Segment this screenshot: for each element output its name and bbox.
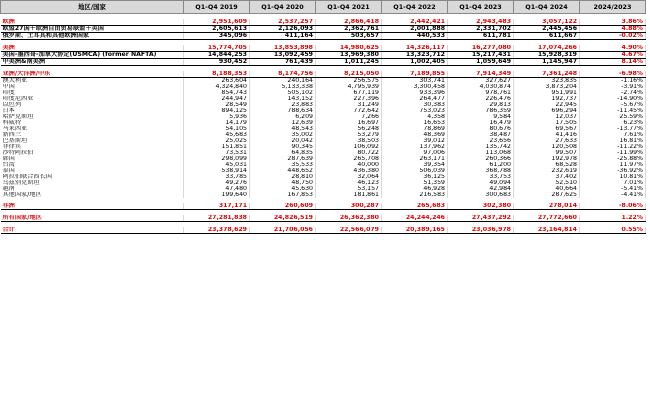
year-value: 42,984 bbox=[448, 186, 514, 192]
year-value: 15,928,319 bbox=[514, 52, 580, 59]
year-value: 23,883 bbox=[250, 102, 316, 108]
year-value: 47,480 bbox=[184, 186, 250, 192]
year-value: 80,722 bbox=[316, 150, 382, 156]
year-value: 772,642 bbox=[316, 108, 382, 114]
year-value: 256,575 bbox=[316, 78, 382, 85]
change-percent: 4.90% bbox=[580, 45, 646, 52]
year-value: 40,664 bbox=[514, 186, 580, 192]
year-value: 35,533 bbox=[250, 162, 316, 168]
year-value: 13,853,898 bbox=[250, 45, 316, 52]
change-percent: -11.99% bbox=[580, 150, 646, 156]
region-name: 美洲 bbox=[1, 45, 184, 52]
year-value: 12,037 bbox=[514, 114, 580, 120]
year-value: 53,157 bbox=[316, 186, 382, 192]
year-value: 227,396 bbox=[316, 96, 382, 102]
region-name: 中国 bbox=[1, 84, 184, 90]
year-value: 9,584 bbox=[448, 114, 514, 120]
year-value: 287,625 bbox=[514, 192, 580, 198]
year-value: 2,126,093 bbox=[250, 26, 316, 33]
year-value: 48,750 bbox=[250, 180, 316, 186]
year-value: 978,761 bbox=[448, 90, 514, 96]
year-value: 26,362,380 bbox=[316, 215, 382, 222]
year-value: 8,215,050 bbox=[316, 71, 382, 78]
year-value: 13,969,380 bbox=[316, 52, 382, 59]
change-percent: -3.91% bbox=[580, 84, 646, 90]
year-value: 24,244,246 bbox=[382, 215, 448, 222]
year-value: 23,036,978 bbox=[448, 227, 514, 234]
year-value: 23,656 bbox=[448, 138, 514, 144]
change-percent: -11.45% bbox=[580, 108, 646, 114]
header-2023: Q1-Q4 2023 bbox=[448, 1, 514, 14]
year-value: 5,133,338 bbox=[250, 84, 316, 90]
year-value: 12,639 bbox=[250, 120, 316, 126]
year-value: 2,331,702 bbox=[448, 26, 514, 33]
usmca-row bbox=[1, 52, 646, 59]
change-percent: 6.23% bbox=[580, 120, 646, 126]
year-value: 264,477 bbox=[382, 96, 448, 102]
year-value: 345,096 bbox=[184, 33, 250, 40]
year-value: 14,179 bbox=[184, 120, 250, 126]
change-percent: -11.22% bbox=[580, 144, 646, 150]
year-value: 16,277,080 bbox=[448, 45, 514, 52]
region-name: 台湾 bbox=[1, 162, 184, 168]
year-value: 2,445,456 bbox=[514, 26, 580, 33]
year-value: 6,209 bbox=[250, 114, 316, 120]
year-value: 15,217,431 bbox=[448, 52, 514, 59]
year-value: 33,785 bbox=[184, 174, 250, 180]
change-percent: -36.92% bbox=[580, 168, 646, 174]
year-value: 56,248 bbox=[316, 126, 382, 132]
year-value: 265,683 bbox=[382, 203, 448, 210]
region-name: 其他国家/地区 bbox=[1, 192, 184, 198]
year-value: 4,324,840 bbox=[184, 84, 250, 90]
year-value: 48,369 bbox=[382, 132, 448, 138]
year-value: 448,652 bbox=[250, 168, 316, 174]
year-value: 78,869 bbox=[382, 126, 448, 132]
year-value: 13,323,712 bbox=[382, 52, 448, 59]
region-name: 欧洲 bbox=[1, 19, 184, 26]
region-name: 日本 bbox=[1, 108, 184, 114]
year-value: 22,566,079 bbox=[316, 227, 382, 234]
header-region: 地区/国家 bbox=[1, 1, 184, 14]
year-value: 20,042 bbox=[250, 138, 316, 144]
year-value: 677,119 bbox=[316, 90, 382, 96]
region-name: 乌兹别克斯坦 bbox=[1, 180, 184, 186]
year-value: 40,000 bbox=[316, 162, 382, 168]
year-value: 7,266 bbox=[316, 114, 382, 120]
year-value: 1,059,649 bbox=[448, 59, 514, 66]
year-value: 278,014 bbox=[514, 203, 580, 210]
year-value: 32,064 bbox=[316, 174, 382, 180]
year-value: 933,396 bbox=[382, 90, 448, 96]
year-value: 216,583 bbox=[382, 192, 448, 198]
change-percent: 7.61% bbox=[580, 132, 646, 138]
year-value: 298,099 bbox=[184, 156, 250, 162]
year-value: 46,123 bbox=[316, 180, 382, 186]
year-value: 181,861 bbox=[316, 192, 382, 198]
year-value: 2,537,257 bbox=[250, 19, 316, 26]
year-value: 143,152 bbox=[250, 96, 316, 102]
year-value: 317,171 bbox=[184, 203, 250, 210]
change-percent: 16.81% bbox=[580, 138, 646, 144]
year-value: 17,505 bbox=[514, 120, 580, 126]
year-value: 199,640 bbox=[184, 192, 250, 198]
year-value: 14,980,625 bbox=[316, 45, 382, 52]
change-percent: 3.86% bbox=[580, 19, 646, 26]
region-name: 哈萨克斯坦 bbox=[1, 114, 184, 120]
change-percent: 10.81% bbox=[580, 174, 646, 180]
year-value: 3,057,122 bbox=[514, 19, 580, 26]
year-value: 49,276 bbox=[184, 180, 250, 186]
grand-total-row bbox=[1, 227, 646, 234]
year-value: 39,012 bbox=[382, 138, 448, 144]
year-value: 2,605,613 bbox=[184, 26, 250, 33]
year-value: 894,125 bbox=[184, 108, 250, 114]
year-value: 300,287 bbox=[316, 203, 382, 210]
year-value: 46,928 bbox=[382, 186, 448, 192]
region-name: 以色列 bbox=[1, 102, 184, 108]
year-value: 260,366 bbox=[448, 156, 514, 162]
year-value: 440,533 bbox=[382, 33, 448, 40]
year-value: 15,774,705 bbox=[184, 45, 250, 52]
year-value: 45,630 bbox=[250, 186, 316, 192]
region-name: 合计 bbox=[1, 227, 184, 234]
header-change: 2024/2023 bbox=[580, 1, 646, 14]
change-percent: 8.14% bbox=[580, 59, 646, 66]
central-south-america-row bbox=[1, 59, 646, 66]
year-value: 4,030,874 bbox=[448, 84, 514, 90]
change-percent: -0.02% bbox=[580, 33, 646, 40]
region-name: 俄罗斯、土耳其和其他欧洲国家 bbox=[1, 33, 184, 40]
header-2022: Q1-Q4 2022 bbox=[382, 1, 448, 14]
year-value: 192,737 bbox=[514, 96, 580, 102]
year-value: 761,439 bbox=[250, 59, 316, 66]
year-value: 8,188,353 bbox=[184, 71, 250, 78]
year-value: 151,851 bbox=[184, 144, 250, 150]
year-value: 303,741 bbox=[382, 78, 448, 85]
year-value: 45,683 bbox=[184, 132, 250, 138]
year-value: 240,164 bbox=[250, 78, 316, 85]
header-2020: Q1-Q4 2020 bbox=[250, 1, 316, 14]
year-value: 80,676 bbox=[448, 126, 514, 132]
region-name: 韩国 bbox=[1, 156, 184, 162]
year-value: 503,657 bbox=[316, 33, 382, 40]
change-percent: -2.74% bbox=[580, 90, 646, 96]
year-value: 52,510 bbox=[514, 180, 580, 186]
change-percent: -5.67% bbox=[580, 102, 646, 108]
year-value: 411,164 bbox=[250, 33, 316, 40]
change-percent: -13.77% bbox=[580, 126, 646, 132]
year-value: 113,068 bbox=[448, 150, 514, 156]
region-name: 马来西亚 bbox=[1, 126, 184, 132]
year-value: 38,487 bbox=[448, 132, 514, 138]
change-percent: 25.59% bbox=[580, 114, 646, 120]
change-percent: 4.88% bbox=[580, 26, 646, 33]
change-percent: 1.22% bbox=[580, 215, 646, 222]
year-value: 786,359 bbox=[448, 108, 514, 114]
year-value: 7,914,349 bbox=[448, 71, 514, 78]
year-value: 33,753 bbox=[448, 174, 514, 180]
year-value: 90,345 bbox=[250, 144, 316, 150]
year-value: 2,001,888 bbox=[382, 26, 448, 33]
year-value: 226,476 bbox=[448, 96, 514, 102]
year-value: 323,835 bbox=[514, 78, 580, 85]
year-value: 27,281,838 bbox=[184, 215, 250, 222]
year-value: 38,503 bbox=[316, 138, 382, 144]
year-value: 287,639 bbox=[250, 156, 316, 162]
year-value: 106,092 bbox=[316, 144, 382, 150]
year-value: 232,619 bbox=[514, 168, 580, 174]
year-value: 7,361,248 bbox=[514, 71, 580, 78]
russia-turkey-other-row bbox=[1, 33, 646, 40]
year-value: 2,442,421 bbox=[382, 19, 448, 26]
year-value: 611,667 bbox=[514, 33, 580, 40]
year-value: 436,380 bbox=[316, 168, 382, 174]
year-value: 41,416 bbox=[514, 132, 580, 138]
year-value: 302,380 bbox=[448, 203, 514, 210]
change-percent: -5.41% bbox=[580, 186, 646, 192]
year-value: 192,978 bbox=[514, 156, 580, 162]
eu-efta-uk-row bbox=[1, 26, 646, 33]
year-value: 45,031 bbox=[184, 162, 250, 168]
year-value: 24,826,519 bbox=[250, 215, 316, 222]
change-percent: 7.01% bbox=[580, 180, 646, 186]
year-value: 2,951,609 bbox=[184, 19, 250, 26]
year-value: 29,813 bbox=[448, 102, 514, 108]
year-value: 37,402 bbox=[514, 174, 580, 180]
year-value: 2,943,483 bbox=[448, 19, 514, 26]
year-value: 611,781 bbox=[448, 33, 514, 40]
year-value: 27,633 bbox=[514, 138, 580, 144]
year-value: 263,171 bbox=[382, 156, 448, 162]
year-value: 14,844,253 bbox=[184, 52, 250, 59]
region-name: 巴基斯坦 bbox=[1, 138, 184, 144]
region-name: 非洲 bbox=[1, 203, 184, 210]
year-value: 1,145,947 bbox=[514, 59, 580, 66]
year-value: 28,810 bbox=[250, 174, 316, 180]
year-value: 1,011,245 bbox=[316, 59, 382, 66]
region-name: 科威特 bbox=[1, 120, 184, 126]
year-value: 16,653 bbox=[382, 120, 448, 126]
year-value: 2,866,418 bbox=[316, 19, 382, 26]
year-value: 8,174,756 bbox=[250, 71, 316, 78]
region-name: 美国-墨西哥-加拿大协定(USMCA) (former NAFTA) bbox=[1, 52, 184, 59]
year-value: 7,189,855 bbox=[382, 71, 448, 78]
year-value: 17,074,266 bbox=[514, 45, 580, 52]
year-value: 4,358 bbox=[382, 114, 448, 120]
year-value: 854,743 bbox=[184, 90, 250, 96]
year-value: 753,023 bbox=[382, 108, 448, 114]
year-value: 538,914 bbox=[184, 168, 250, 174]
year-value: 49,094 bbox=[448, 180, 514, 186]
year-value: 27,772,660 bbox=[514, 215, 580, 222]
year-value: 4,795,939 bbox=[316, 84, 382, 90]
year-value: 48,543 bbox=[250, 126, 316, 132]
year-value: 61,200 bbox=[448, 162, 514, 168]
region-name: 澳大利亚 bbox=[1, 78, 184, 85]
region-name: 阿拉伯联合酋长国 bbox=[1, 174, 184, 180]
year-value: 327,627 bbox=[448, 78, 514, 85]
year-value: 137,962 bbox=[382, 144, 448, 150]
region-name: 沙特阿拉伯 bbox=[1, 150, 184, 156]
change-percent: -1.16% bbox=[580, 78, 646, 85]
year-value: 25,025 bbox=[184, 138, 250, 144]
year-value: 36,125 bbox=[382, 174, 448, 180]
year-value: 97,006 bbox=[382, 150, 448, 156]
year-value: 368,788 bbox=[448, 168, 514, 174]
region-name: 欧盟27国＋欧洲自由贸易联盟＋英国 bbox=[1, 26, 184, 33]
change-percent: 11.97% bbox=[580, 162, 646, 168]
year-value: 16,479 bbox=[448, 120, 514, 126]
year-value: 244,947 bbox=[184, 96, 250, 102]
region-name: 菲律宾 bbox=[1, 144, 184, 150]
year-value: 263,604 bbox=[184, 78, 250, 85]
header-2021: Q1-Q4 2021 bbox=[316, 1, 382, 14]
change-percent: -8.06% bbox=[580, 203, 646, 210]
region-name: 印度尼西亚 bbox=[1, 96, 184, 102]
year-value: 2,362,761 bbox=[316, 26, 382, 33]
region-name: 新西兰 bbox=[1, 132, 184, 138]
year-value: 1,002,405 bbox=[382, 59, 448, 66]
region-name: 中美洲&南美洲 bbox=[1, 59, 184, 66]
year-value: 51,359 bbox=[382, 180, 448, 186]
change-percent: -6.98% bbox=[580, 71, 646, 78]
year-value: 69,567 bbox=[514, 126, 580, 132]
header-row bbox=[1, 1, 646, 14]
year-value: 68,528 bbox=[514, 162, 580, 168]
year-value: 120,508 bbox=[514, 144, 580, 150]
year-value: 39,354 bbox=[382, 162, 448, 168]
change-percent: -4.41% bbox=[580, 192, 646, 198]
header-2024: Q1-Q4 2024 bbox=[514, 1, 580, 14]
year-value: 696,294 bbox=[514, 108, 580, 114]
year-value: 99,507 bbox=[514, 150, 580, 156]
year-value: 64,835 bbox=[250, 150, 316, 156]
year-value: 930,452 bbox=[184, 59, 250, 66]
year-value: 21,706,056 bbox=[250, 227, 316, 234]
region-name: 亚洲/大洋洲/中东 bbox=[1, 71, 184, 78]
year-value: 3,300,458 bbox=[382, 84, 448, 90]
year-value: 23,378,629 bbox=[184, 227, 250, 234]
year-value: 5,936 bbox=[184, 114, 250, 120]
year-value: 951,991 bbox=[514, 90, 580, 96]
change-percent: 4.67% bbox=[580, 52, 646, 59]
region-name: 印度 bbox=[1, 90, 184, 96]
region-name: 所有国家/地区 bbox=[1, 215, 184, 222]
region-name: 越南 bbox=[1, 186, 184, 192]
change-percent: -25.88% bbox=[580, 156, 646, 162]
year-value: 167,853 bbox=[250, 192, 316, 198]
year-value: 13,092,459 bbox=[250, 52, 316, 59]
header-2019: Q1-Q4 2019 bbox=[184, 1, 250, 14]
year-value: 506,039 bbox=[382, 168, 448, 174]
year-value: 31,249 bbox=[316, 102, 382, 108]
year-value: 788,634 bbox=[250, 108, 316, 114]
change-percent: -14.90% bbox=[580, 96, 646, 102]
region-name: 泰国 bbox=[1, 168, 184, 174]
year-value: 505,102 bbox=[250, 90, 316, 96]
year-value: 30,383 bbox=[382, 102, 448, 108]
year-value: 28,549 bbox=[184, 102, 250, 108]
year-value: 35,002 bbox=[250, 132, 316, 138]
year-value: 260,609 bbox=[250, 203, 316, 210]
year-value: 16,697 bbox=[316, 120, 382, 126]
year-value: 20,389,165 bbox=[382, 227, 448, 234]
year-value: 14,326,117 bbox=[382, 45, 448, 52]
year-value: 23,164,814 bbox=[514, 227, 580, 234]
year-value: 73,531 bbox=[184, 150, 250, 156]
year-value: 27,437,292 bbox=[448, 215, 514, 222]
year-value: 135,742 bbox=[448, 144, 514, 150]
year-value: 3,873,204 bbox=[514, 84, 580, 90]
year-value: 265,708 bbox=[316, 156, 382, 162]
year-value: 22,945 bbox=[514, 102, 580, 108]
year-value: 53,279 bbox=[316, 132, 382, 138]
year-value: 54,105 bbox=[184, 126, 250, 132]
change-percent: 0.55% bbox=[580, 227, 646, 234]
year-value: 300,683 bbox=[448, 192, 514, 198]
